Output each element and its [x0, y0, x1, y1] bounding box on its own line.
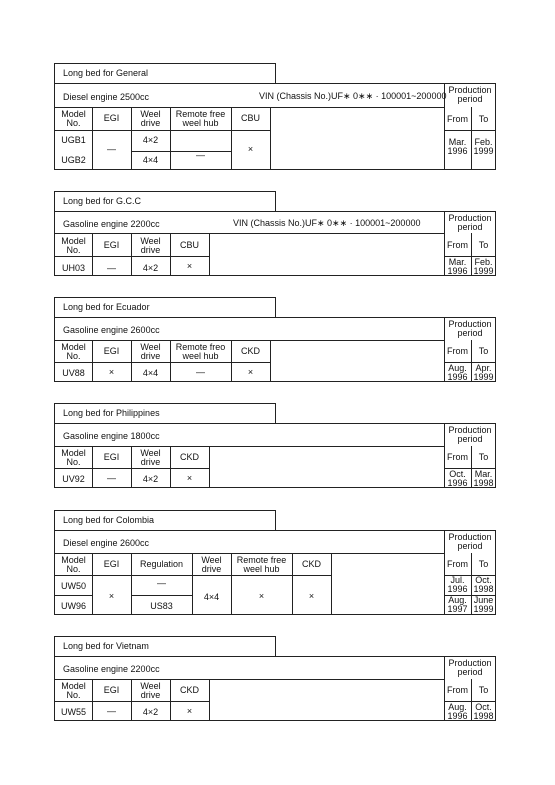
from-cell: Mar. 1996 [447, 257, 468, 276]
regulation-header: Regulation [139, 559, 184, 569]
cbu-cell: × [186, 261, 193, 271]
drive-cell: 4×4 [142, 155, 159, 165]
egi-header: EGI [103, 559, 120, 569]
remote-cell: — [196, 150, 205, 160]
ckd-header: CKD [240, 346, 260, 356]
egi-header: EGI [103, 113, 120, 123]
section-title: Long bed for Vietnam [54, 636, 276, 656]
engine-label: Diesel engine 2500cc [63, 92, 150, 102]
section-title: Long bed for Ecuador [54, 297, 276, 317]
model-cell: UV92 [62, 474, 85, 484]
drive-cell: 4×2 [142, 707, 159, 717]
remote-cell: × [258, 591, 265, 601]
spec-table [54, 83, 496, 170]
model-no-header: Model No. [61, 681, 86, 700]
remote-free-weel-hub-header: Remote free weel hub [175, 109, 226, 128]
egi-cell: — [107, 706, 116, 716]
to-cell: Feb. 1999 [473, 137, 494, 156]
egi-cell: × [108, 367, 115, 377]
egi-header: EGI [103, 685, 120, 695]
to-header: To [478, 452, 489, 462]
ckd-header: CKD [179, 685, 199, 695]
model-no-header: Model No. [61, 448, 86, 467]
weel-drive-header: Weel drive [140, 109, 161, 128]
weel-drive-header: Weel drive [140, 342, 161, 361]
from-cell: Aug. 1996 [447, 363, 468, 382]
to-header: To [478, 685, 489, 695]
production-period-header: Production period [448, 532, 492, 551]
regulation-cell: — [157, 578, 166, 588]
ckd-header: CKD [301, 559, 321, 569]
remote-free-weel-hub-header: Remote free weel hub [236, 555, 287, 574]
from-header: From [447, 685, 468, 695]
model-no-header: Model No. [61, 236, 86, 255]
from-cell: Mar. 1996 [447, 137, 468, 156]
drive-cell: 4×4 [203, 592, 220, 602]
ckd-cell: × [308, 591, 315, 601]
remote-freo-weel-hub-header: Remote freo weel hub [175, 342, 226, 361]
model-cell: UGB2 [61, 155, 86, 165]
model-no-header: Model No. [61, 342, 86, 361]
to-header: To [478, 240, 489, 250]
section-title: Long bed for Colombia [54, 510, 276, 530]
drive-cell: 4×2 [142, 474, 159, 484]
ckd-cell: × [186, 706, 193, 716]
spec-table [54, 211, 496, 276]
engine-label: Gasoline engine 2600cc [63, 325, 160, 335]
spec-table [54, 317, 496, 382]
model-cell: UW96 [60, 601, 86, 611]
cbu-header: CBU [240, 113, 260, 123]
egi-cell: — [107, 263, 116, 273]
weel-drive-header: Weel drive [201, 555, 222, 574]
to-cell: Apr. 1999 [473, 363, 494, 382]
production-period-header: Production period [448, 425, 492, 444]
engine-label: Gasoline engine 2200cc [63, 219, 160, 229]
section-title: Long bed for G.C.C [54, 191, 276, 211]
model-cell: UH03 [61, 263, 85, 273]
ckd-cell: × [247, 367, 254, 377]
to-cell: Mar. 1998 [473, 469, 494, 488]
drive-cell: 4×2 [142, 263, 159, 273]
ckd-header: CKD [179, 452, 199, 462]
ckd-cell: × [186, 473, 193, 483]
model-no-header: Model No. [61, 109, 86, 128]
to-cell: Feb. 1999 [473, 257, 494, 276]
spec-table [54, 530, 496, 615]
model-cell: UV88 [62, 368, 85, 378]
production-period-header: Production period [448, 213, 492, 232]
to-header: To [478, 114, 489, 124]
to-cell: June 1999 [473, 595, 494, 614]
engine-label: Diesel engine 2600cc [63, 538, 150, 548]
to-cell: Oct. 1998 [473, 575, 494, 594]
weel-drive-header: Weel drive [140, 681, 161, 700]
egi-cell: × [108, 591, 115, 601]
model-cell: UGB1 [61, 135, 86, 145]
egi-header: EGI [103, 346, 120, 356]
from-cell: Aug. 1997 [447, 595, 468, 614]
egi-header: EGI [103, 452, 120, 462]
from-header: From [447, 346, 468, 356]
from-header: From [447, 114, 468, 124]
regulation-cell: US83 [150, 601, 173, 611]
from-header: From [447, 240, 468, 250]
vin-label: VIN (Chassis No.)UF∗ 0∗∗ · 100001~200000 [259, 91, 447, 101]
egi-header: EGI [103, 240, 120, 250]
egi-cell: — [107, 144, 116, 154]
weel-drive-header: Weel drive [140, 236, 161, 255]
remote-cell: — [196, 367, 205, 377]
model-cell: UW55 [60, 707, 86, 717]
spec-table [54, 423, 496, 488]
vin-label: VIN (Chassis No.)UF∗ 0∗∗ · 100001~200000 [233, 218, 421, 228]
production-period-header: Production period [448, 319, 492, 338]
from-header: From [447, 452, 468, 462]
to-cell: Oct. 1998 [473, 702, 494, 721]
from-header: From [447, 559, 468, 569]
section-title: Long bed for Philippines [54, 403, 276, 423]
egi-cell: — [107, 473, 116, 483]
weel-drive-header: Weel drive [140, 448, 161, 467]
drive-cell: 4×2 [142, 135, 159, 145]
drive-cell: 4×4 [142, 368, 159, 378]
engine-label: Gasoline engine 1800cc [63, 431, 160, 441]
spec-table [54, 656, 496, 721]
model-no-header: Model No. [61, 555, 86, 574]
from-cell: Oct. 1996 [447, 469, 468, 488]
from-cell: Aug. 1996 [447, 702, 468, 721]
engine-label: Gasoline engine 2200cc [63, 664, 160, 674]
production-period-header: Production period [448, 85, 492, 104]
cbu-header: CBU [179, 240, 199, 250]
cbu-cell: × [247, 144, 254, 154]
to-header: To [478, 346, 489, 356]
from-cell: Jul. 1996 [447, 575, 468, 594]
model-cell: UW50 [60, 581, 86, 591]
production-period-header: Production period [448, 658, 492, 677]
section-title: Long bed for General [54, 63, 276, 83]
to-header: To [478, 559, 489, 569]
